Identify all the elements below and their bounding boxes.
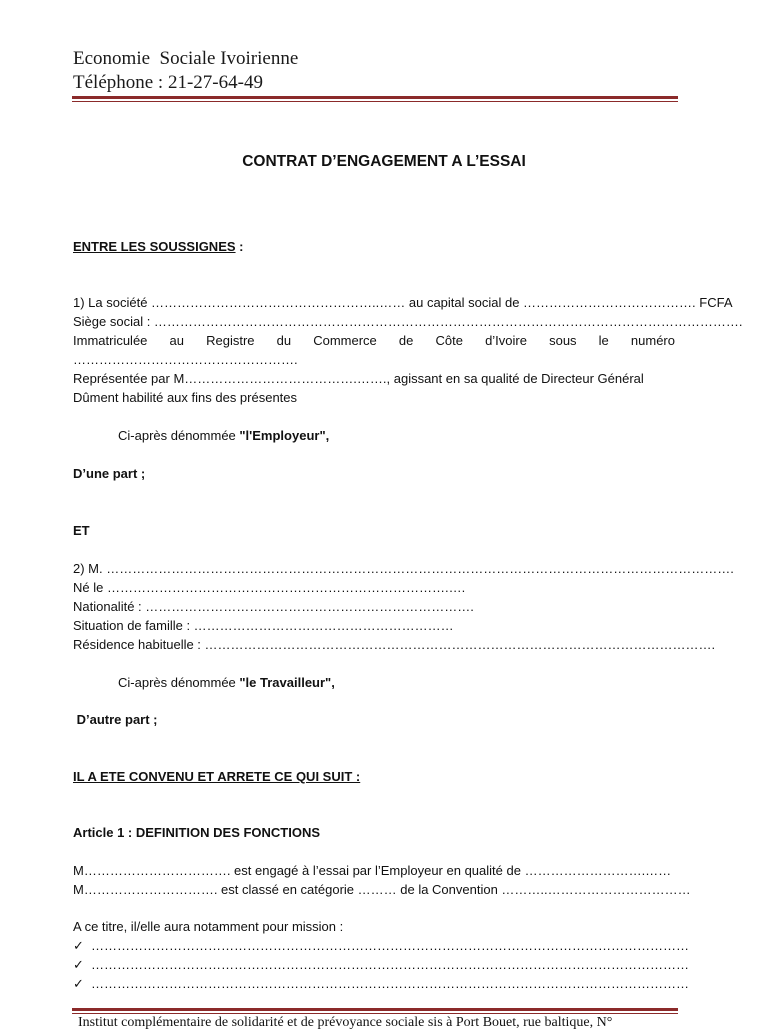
employer-registration-line	[73, 332, 675, 349]
registration-word: au	[169, 333, 184, 348]
registration-word: Registre	[206, 333, 255, 348]
mission-item-text: …………………………………………………………………………………………………………………………	[91, 938, 689, 953]
organization-phone: Téléphone : 21-27-64-49	[73, 72, 263, 93]
employer-part: D’une part ;	[73, 466, 146, 481]
registration-word: du	[276, 333, 292, 348]
worker-family-line: Situation de famille : ……………………………………………………	[73, 618, 454, 633]
organization-name: Economie Sociale Ivoirienne	[73, 48, 299, 69]
footer-rule-thin	[72, 1013, 678, 1014]
employer-designation	[118, 427, 329, 444]
registration-word: de	[398, 333, 414, 348]
footer-rule	[72, 1008, 678, 1011]
designation-prefix: Ci-après dénommée	[118, 675, 240, 690]
employer-siege-line: Siège social : ……………………………………………………………………………………………………………………….	[73, 314, 743, 329]
worker-born-line: Né le …………………………………………………………………….….	[73, 580, 466, 595]
parties-heading: ENTRE LES SOUSSIGNES	[73, 239, 236, 254]
mission-item-text: …………………………………………………………………………………………………………………………	[91, 957, 689, 972]
footer-text: Institut complémentaire de solidarité et de prévoyance sociale sis à Port Bouet, rue baltique, N°	[78, 1015, 613, 1030]
mission-item	[73, 956, 689, 973]
header-rule-thin	[72, 101, 678, 102]
employer-authorized-line: Dûment habilité aux fins des présentes	[73, 390, 298, 405]
designation-prefix: Ci-après dénommée	[118, 428, 240, 443]
worker-nationality-line: Nationalité : ………………………………………………………………….	[73, 599, 474, 614]
employer-registration-dots: …………………………………………….	[73, 352, 298, 367]
document-title: CONTRAT D’ENGAGEMENT A L’ESSAI	[242, 153, 526, 170]
article-1-heading: Article 1 : DEFINITION DES FONCTIONS	[73, 825, 321, 840]
employer-represented-line: Représentée par M………………………………….……., agissant en sa qualité de Directeur Général	[73, 371, 644, 386]
registration-word: d’Ivoire	[485, 333, 527, 348]
worker-part: D’autre part ;	[73, 712, 158, 727]
header-rule	[72, 96, 678, 99]
worker-name-line: 2) M. ……………………………………………………………………………………………………………………………….	[73, 561, 734, 576]
registration-word: Commerce	[313, 333, 377, 348]
article-1-mission: A ce titre, il/elle aura notamment pour mission :	[73, 919, 344, 934]
worker-designation-name: "le Travailleur",	[239, 675, 335, 690]
registration-word: Immatriculée	[73, 333, 148, 348]
registration-word: sous	[549, 333, 577, 348]
employer-designation-name: "l'Employeur",	[239, 428, 330, 443]
parties-colon: :	[235, 239, 244, 254]
parties-heading-line	[73, 238, 244, 255]
mission-item-text: …………………………………………………………………………………………………………………………	[91, 976, 689, 991]
check-icon: ✓	[73, 938, 84, 953]
worker-residence-line: Résidence habituelle : ……………………………………………………………………………………………………….	[73, 637, 716, 652]
registration-word: Côte	[435, 333, 463, 348]
worker-designation	[118, 674, 335, 691]
mission-item	[73, 937, 689, 954]
article-1-line-2: M…………………………. est classé en catégorie ……… de la Convention ………..……………………………	[73, 882, 691, 897]
agreement-heading: IL A ETE CONVENU ET ARRETE CE QUI SUIT :	[73, 769, 361, 784]
and-separator: ET	[73, 523, 90, 538]
letterhead	[73, 47, 298, 95]
article-1-line-1: M……………………………. est engagé à l’essai par l’Employeur en qualité de ……………………….……	[73, 863, 672, 878]
registration-word: numéro	[630, 333, 675, 348]
employer-company-line: 1) La société ……………………………………………..…… au capital social de …………………………………. FCFA	[73, 295, 733, 310]
check-icon: ✓	[73, 957, 84, 972]
mission-item	[73, 975, 689, 992]
registration-word: le	[598, 333, 609, 348]
check-icon: ✓	[73, 976, 84, 991]
